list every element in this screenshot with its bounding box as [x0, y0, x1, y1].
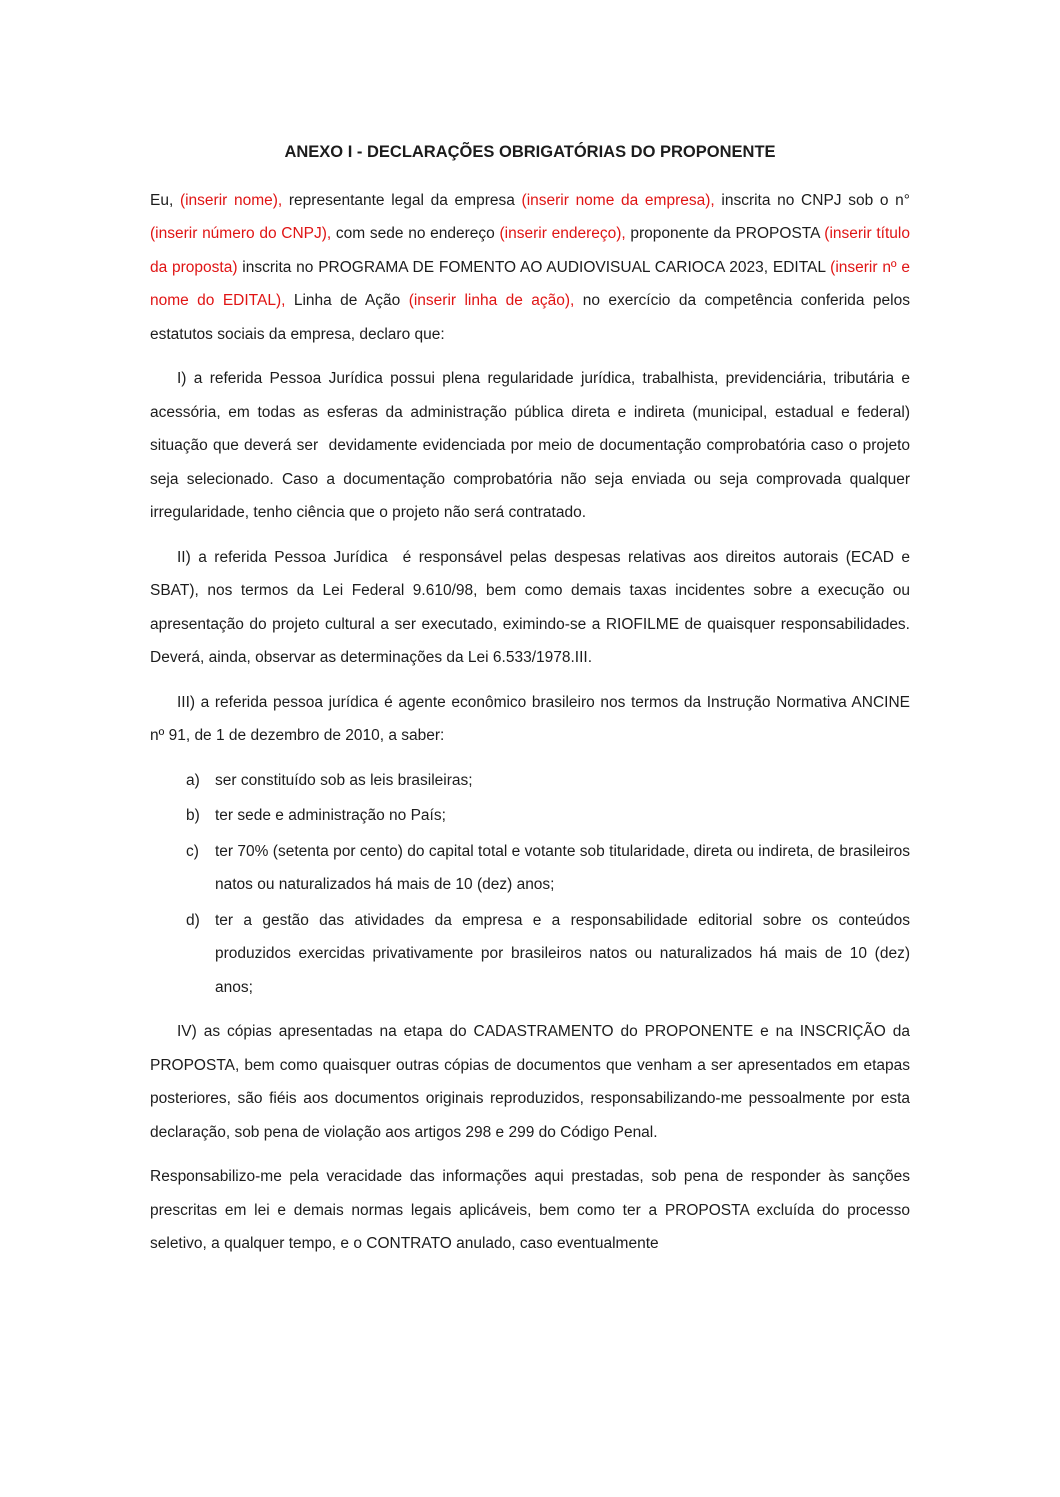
declaration-item-3: III) a referida pessoa jurídica é agente econômico brasileiro nos termos da Instrução Normativa ANCINE nº 91, de 1 de dezembro de 2010, a saber:	[150, 693, 910, 744]
intro-run: com sede no endereço	[331, 225, 500, 242]
intro-run: Linha de Ação	[285, 292, 409, 309]
intro-run: proponente da PROPOSTA	[625, 225, 825, 242]
placeholder-insert-cnpj: (inserir número do CNPJ),	[150, 225, 332, 242]
intro-run: representante legal da empresa	[282, 191, 522, 209]
intro-run: no exercício da competência conferida pelos estatutos sociais da empresa, declaro que:	[150, 292, 910, 343]
list-item	[150, 835, 910, 902]
list-item-text: ter a gestão das atividades da empresa e a responsabilidade editorial sobre os conteúdos produzidos exercidas privativamente por brasileiros natos ou naturalizados há mais de 10 (dez) anos;	[215, 911, 910, 996]
declaration-item-4: IV) as cópias apresentadas na etapa do CADASTRAMENTO do PROPONENTE e na INSCRIÇÃO da PROPOSTA, bem como quaisquer outras cópias de documentos que venham a ser apresentados em etapas posteriores, são fiéis aos documentos originais reproduzidos, responsabilizando-me pessoalmente por esta declaração, sob pena de violação aos artigos 298 e 299 do Código Penal.	[150, 1023, 910, 1141]
intro-run: inscrita no CNPJ sob o n°	[714, 191, 910, 209]
placeholder-insert-action-line: (inserir linha de ação),	[408, 292, 575, 309]
placeholder-insert-address: (inserir endereço),	[499, 225, 626, 242]
intro-run: Eu,	[150, 191, 180, 209]
list-item-text: ter 70% (setenta por cento) do capital total e votante sob titularidade, direta ou indireta, de brasileiros natos ou naturalizados há mais de 10 (dez) anos;	[215, 842, 910, 893]
placeholder-insert-proposal-title: (inserir título da proposta)	[150, 225, 910, 276]
requirements-list	[150, 764, 910, 1005]
placeholder-insert-edital: (inserir nº e nome do EDITAL),	[150, 258, 910, 309]
list-item	[150, 799, 910, 833]
declaration-item-1: I) a referida Pessoa Jurídica possui plena regularidade jurídica, trabalhista, previdenciária, tributária e acessória, em todas as esferas da administração pública direta e indireta (municipal, estadual e federal) situação que deverá ser devidamente evidenciada por meio de documentação comprobatória caso o projeto seja selecionado. Caso a documentação comprobatória não seja enviada ou seja comprovada qualquer irregularidade, tenho ciência que o projeto não será contratado.	[150, 370, 910, 521]
placeholder-insert-company-name: (inserir nome da empresa),	[521, 191, 715, 209]
intro-run: inscrita no PROGRAMA DE FOMENTO AO AUDIOVISUAL CARIOCA 2023, EDITAL	[237, 258, 831, 276]
intro-paragraph	[150, 184, 910, 352]
list-item-marker: c)	[186, 842, 199, 860]
list-item-text: ter sede e administração no País;	[215, 807, 446, 824]
list-item	[150, 904, 910, 1005]
list-item	[150, 764, 910, 798]
closing-paragraph: Responsabilizo-me pela veracidade das informações aqui prestadas, sob pena de responder às sanções prescritas em lei e demais normas legais aplicáveis, bem como ter a PROPOSTA excluída do processo seletivo, a qualquer tempo, e o CONTRATO anulado, caso eventualmente	[150, 1168, 910, 1252]
list-item-text: ser constituído sob as leis brasileiras;	[215, 771, 473, 789]
list-item-marker: a)	[186, 771, 200, 789]
declaration-item-2: II) a referida Pessoa Jurídica é responsável pelas despesas relativas aos direitos autorais (ECAD e SBAT), nos termos da Lei Federal 9.610/98, bem como demais taxas incidentes sobre a execução ou apresentação do projeto cultural a ser executado, eximindo-se a RIOFILME de quaisquer responsabilidades. Deverá, ainda, observar as determinações da Lei 6.533/1978.III.	[150, 548, 910, 666]
list-item-marker: b)	[186, 807, 200, 824]
list-item-marker: d)	[186, 911, 200, 929]
placeholder-insert-name: (inserir nome),	[179, 191, 283, 209]
document-title: ANEXO I - DECLARAÇÕES OBRIGATÓRIAS DO PROPONENTE	[284, 143, 776, 161]
